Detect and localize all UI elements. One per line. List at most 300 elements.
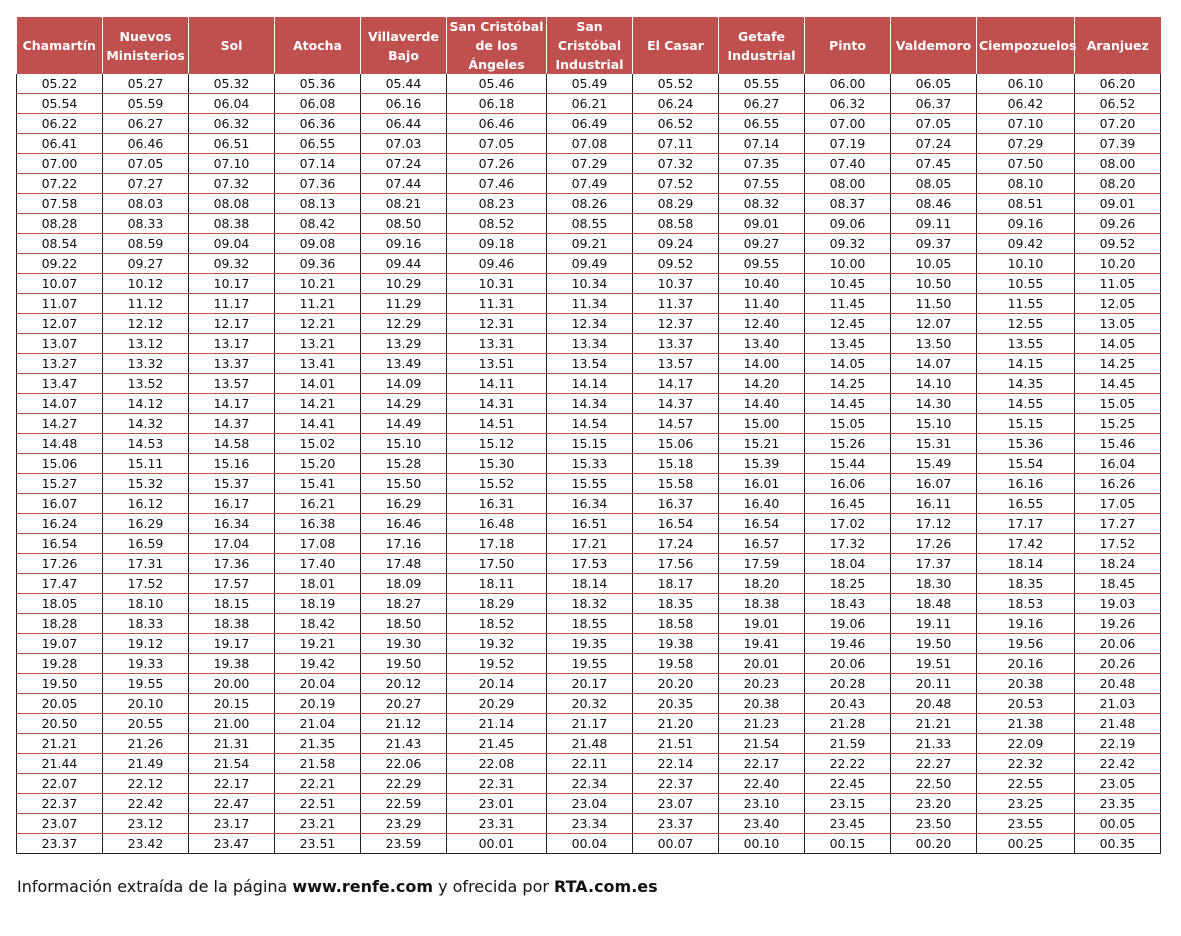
time-cell: 09.46 [447,254,547,274]
table-row [17,814,1161,834]
time-cell: 15.05 [1075,394,1161,414]
time-cell: 15.05 [805,414,891,434]
time-cell: 20.16 [977,654,1075,674]
time-cell: 07.35 [719,154,805,174]
time-cell: 08.42 [275,214,361,234]
time-cell: 10.21 [275,274,361,294]
time-cell: 06.46 [447,114,547,134]
time-cell: 18.53 [977,594,1075,614]
time-cell: 13.45 [805,334,891,354]
time-cell: 17.40 [275,554,361,574]
time-cell: 13.37 [189,354,275,374]
time-cell: 21.58 [275,754,361,774]
time-cell: 05.59 [103,94,189,114]
time-cell: 14.07 [17,394,103,414]
time-cell: 17.02 [805,514,891,534]
time-cell: 12.40 [719,314,805,334]
time-cell: 19.28 [17,654,103,674]
time-cell: 06.16 [361,94,447,114]
time-cell: 19.06 [805,614,891,634]
time-cell: 13.55 [977,334,1075,354]
time-cell: 08.52 [447,214,547,234]
time-cell: 10.17 [189,274,275,294]
time-cell: 09.24 [633,234,719,254]
time-cell: 23.15 [805,794,891,814]
time-cell: 13.57 [189,374,275,394]
time-cell: 06.04 [189,94,275,114]
time-cell: 20.26 [1075,654,1161,674]
time-cell: 14.14 [547,374,633,394]
time-cell: 13.51 [447,354,547,374]
time-cell: 21.38 [977,714,1075,734]
time-cell: 20.53 [977,694,1075,714]
time-cell: 19.42 [275,654,361,674]
time-cell: 06.00 [805,74,891,94]
time-cell: 22.47 [189,794,275,814]
time-cell: 07.08 [547,134,633,154]
time-cell: 22.29 [361,774,447,794]
time-cell: 18.04 [805,554,891,574]
time-cell: 06.10 [977,74,1075,94]
time-cell: 11.17 [189,294,275,314]
time-cell: 14.17 [189,394,275,414]
time-cell: 21.21 [17,734,103,754]
time-cell: 18.24 [1075,554,1161,574]
time-cell: 09.01 [1075,194,1161,214]
time-cell: 12.37 [633,314,719,334]
time-cell: 19.52 [447,654,547,674]
time-cell: 15.30 [447,454,547,474]
time-cell: 23.20 [891,794,977,814]
time-cell: 08.51 [977,194,1075,214]
time-cell: 13.07 [17,334,103,354]
time-cell: 07.10 [977,114,1075,134]
time-cell: 23.29 [361,814,447,834]
time-cell: 11.31 [447,294,547,314]
time-cell: 06.32 [805,94,891,114]
time-cell: 07.50 [977,154,1075,174]
time-cell: 14.05 [805,354,891,374]
time-cell: 09.08 [275,234,361,254]
time-cell: 16.31 [447,494,547,514]
time-cell: 14.29 [361,394,447,414]
time-cell: 18.27 [361,594,447,614]
time-cell: 19.55 [103,674,189,694]
time-cell: 19.01 [719,614,805,634]
time-cell: 19.50 [891,634,977,654]
table-row [17,234,1161,254]
time-cell: 07.39 [1075,134,1161,154]
time-cell: 15.31 [891,434,977,454]
time-cell: 09.16 [977,214,1075,234]
time-cell: 22.40 [719,774,805,794]
time-cell: 14.20 [719,374,805,394]
time-cell: 06.49 [547,114,633,134]
time-cell: 08.05 [891,174,977,194]
time-cell: 22.51 [275,794,361,814]
time-cell: 10.12 [103,274,189,294]
time-cell: 00.20 [891,834,977,854]
time-cell: 17.04 [189,534,275,554]
time-cell: 15.21 [719,434,805,454]
time-cell: 15.46 [1075,434,1161,454]
table-row [17,734,1161,754]
table-row [17,714,1161,734]
time-cell: 21.59 [805,734,891,754]
time-cell: 09.44 [361,254,447,274]
time-cell: 15.37 [189,474,275,494]
time-cell: 22.19 [1075,734,1161,754]
time-cell: 09.32 [805,234,891,254]
time-cell: 18.01 [275,574,361,594]
time-cell: 08.10 [977,174,1075,194]
time-cell: 05.49 [547,74,633,94]
time-cell: 21.54 [189,754,275,774]
time-cell: 10.34 [547,274,633,294]
table-row [17,194,1161,214]
time-cell: 07.05 [891,114,977,134]
time-cell: 11.45 [805,294,891,314]
table-row [17,94,1161,114]
time-cell: 20.12 [361,674,447,694]
time-cell: 21.21 [891,714,977,734]
time-cell: 20.00 [189,674,275,694]
time-cell: 13.40 [719,334,805,354]
time-cell: 18.38 [719,594,805,614]
time-cell: 17.56 [633,554,719,574]
time-cell: 06.46 [103,134,189,154]
time-cell: 14.27 [17,414,103,434]
time-cell: 05.52 [633,74,719,94]
time-cell: 16.55 [977,494,1075,514]
time-cell: 14.37 [189,414,275,434]
time-cell: 14.30 [891,394,977,414]
column-header: Getafe Industrial [719,17,805,74]
time-cell: 20.50 [17,714,103,734]
time-cell: 17.42 [977,534,1075,554]
time-cell: 05.54 [17,94,103,114]
time-cell: 20.01 [719,654,805,674]
time-cell: 21.12 [361,714,447,734]
time-cell: 11.29 [361,294,447,314]
time-cell: 14.37 [633,394,719,414]
table-body [17,74,1161,854]
time-cell: 14.45 [805,394,891,414]
time-cell: 18.30 [891,574,977,594]
time-cell: 07.40 [805,154,891,174]
time-cell: 17.52 [1075,534,1161,554]
time-cell: 06.27 [103,114,189,134]
time-cell: 07.00 [17,154,103,174]
time-cell: 22.22 [805,754,891,774]
footer-middle: y ofrecida por [433,877,555,896]
time-cell: 09.27 [103,254,189,274]
time-cell: 14.10 [891,374,977,394]
time-cell: 18.43 [805,594,891,614]
time-cell: 22.11 [547,754,633,774]
time-cell: 07.14 [719,134,805,154]
time-cell: 15.15 [547,434,633,454]
time-cell: 20.27 [361,694,447,714]
time-cell: 06.27 [719,94,805,114]
time-cell: 06.44 [361,114,447,134]
time-cell: 20.38 [719,694,805,714]
time-cell: 22.50 [891,774,977,794]
time-cell: 16.54 [719,514,805,534]
time-cell: 08.13 [275,194,361,214]
time-cell: 06.21 [547,94,633,114]
time-cell: 06.22 [17,114,103,134]
time-cell: 11.21 [275,294,361,314]
time-cell: 23.47 [189,834,275,854]
time-cell: 19.35 [547,634,633,654]
time-cell: 17.17 [977,514,1075,534]
time-cell: 17.32 [805,534,891,554]
time-cell: 20.04 [275,674,361,694]
time-cell: 17.31 [103,554,189,574]
time-cell: 12.55 [977,314,1075,334]
time-cell: 21.54 [719,734,805,754]
time-cell: 06.20 [1075,74,1161,94]
time-cell: 13.32 [103,354,189,374]
time-cell: 15.10 [891,414,977,434]
time-cell: 19.11 [891,614,977,634]
time-cell: 14.58 [189,434,275,454]
time-cell: 23.37 [633,814,719,834]
time-cell: 15.49 [891,454,977,474]
time-cell: 13.12 [103,334,189,354]
time-cell: 18.45 [1075,574,1161,594]
time-cell: 08.20 [1075,174,1161,194]
time-cell: 08.21 [361,194,447,214]
time-cell: 06.32 [189,114,275,134]
time-cell: 13.27 [17,354,103,374]
time-cell: 14.12 [103,394,189,414]
time-cell: 12.07 [17,314,103,334]
time-cell: 10.55 [977,274,1075,294]
column-header: Nuevos Ministerios [103,17,189,74]
time-cell: 21.43 [361,734,447,754]
time-cell: 10.29 [361,274,447,294]
time-cell: 09.55 [719,254,805,274]
column-header: Chamartín [17,17,103,74]
time-cell: 16.06 [805,474,891,494]
time-cell: 14.51 [447,414,547,434]
time-cell: 17.18 [447,534,547,554]
time-cell: 13.57 [633,354,719,374]
table-row [17,174,1161,194]
time-cell: 23.25 [977,794,1075,814]
column-header: Atocha [275,17,361,74]
time-cell: 07.36 [275,174,361,194]
time-cell: 08.00 [1075,154,1161,174]
time-cell: 08.59 [103,234,189,254]
time-cell: 15.54 [977,454,1075,474]
time-cell: 21.23 [719,714,805,734]
time-cell: 00.04 [547,834,633,854]
table-row [17,694,1161,714]
time-cell: 09.32 [189,254,275,274]
time-cell: 21.48 [547,734,633,754]
time-cell: 09.21 [547,234,633,254]
time-cell: 07.05 [447,134,547,154]
time-cell: 06.05 [891,74,977,94]
time-cell: 16.21 [275,494,361,514]
time-cell: 07.55 [719,174,805,194]
time-cell: 15.16 [189,454,275,474]
table-row [17,314,1161,334]
time-cell: 21.44 [17,754,103,774]
time-cell: 20.20 [633,674,719,694]
time-cell: 11.34 [547,294,633,314]
time-cell: 19.41 [719,634,805,654]
time-cell: 06.24 [633,94,719,114]
time-cell: 21.48 [1075,714,1161,734]
time-cell: 22.31 [447,774,547,794]
time-cell: 08.46 [891,194,977,214]
time-cell: 07.46 [447,174,547,194]
time-cell: 17.59 [719,554,805,574]
time-cell: 06.52 [633,114,719,134]
time-cell: 14.45 [1075,374,1161,394]
time-cell: 08.08 [189,194,275,214]
table-row [17,594,1161,614]
time-cell: 14.54 [547,414,633,434]
time-cell: 08.03 [103,194,189,214]
time-cell: 10.07 [17,274,103,294]
time-cell: 14.07 [891,354,977,374]
time-cell: 15.44 [805,454,891,474]
table-row [17,334,1161,354]
time-cell: 05.27 [103,74,189,94]
column-header: San Cristóbal de los Ángeles [447,17,547,74]
time-cell: 13.50 [891,334,977,354]
time-cell: 08.38 [189,214,275,234]
time-cell: 20.06 [1075,634,1161,654]
table-row [17,654,1161,674]
time-cell: 06.08 [275,94,361,114]
time-cell: 17.57 [189,574,275,594]
time-cell: 20.32 [547,694,633,714]
time-cell: 16.51 [547,514,633,534]
time-cell: 15.06 [17,454,103,474]
time-cell: 13.05 [1075,314,1161,334]
time-cell: 18.50 [361,614,447,634]
time-cell: 00.10 [719,834,805,854]
time-cell: 00.35 [1075,834,1161,854]
time-cell: 05.46 [447,74,547,94]
time-cell: 11.37 [633,294,719,314]
time-cell: 18.14 [547,574,633,594]
time-cell: 19.16 [977,614,1075,634]
time-cell: 07.58 [17,194,103,214]
time-cell: 23.12 [103,814,189,834]
time-cell: 17.05 [1075,494,1161,514]
time-cell: 07.29 [977,134,1075,154]
time-cell: 17.47 [17,574,103,594]
time-cell: 11.40 [719,294,805,314]
time-cell: 23.35 [1075,794,1161,814]
table-row [17,114,1161,134]
time-cell: 15.58 [633,474,719,494]
time-cell: 18.33 [103,614,189,634]
table-row [17,254,1161,274]
time-cell: 15.41 [275,474,361,494]
time-cell: 21.20 [633,714,719,734]
table-row [17,534,1161,554]
time-cell: 11.50 [891,294,977,314]
column-header: Valdemoro [891,17,977,74]
time-cell: 23.45 [805,814,891,834]
time-cell: 14.35 [977,374,1075,394]
time-cell: 16.45 [805,494,891,514]
time-cell: 15.20 [275,454,361,474]
time-cell: 09.52 [1075,234,1161,254]
time-cell: 12.31 [447,314,547,334]
time-cell: 07.20 [1075,114,1161,134]
time-cell: 18.38 [189,614,275,634]
time-cell: 17.53 [547,554,633,574]
time-cell: 16.34 [189,514,275,534]
time-cell: 21.35 [275,734,361,754]
time-cell: 07.03 [361,134,447,154]
time-cell: 23.51 [275,834,361,854]
time-cell: 19.38 [189,654,275,674]
time-cell: 22.59 [361,794,447,814]
time-cell: 18.52 [447,614,547,634]
time-cell: 16.40 [719,494,805,514]
time-cell: 09.49 [547,254,633,274]
time-cell: 07.19 [805,134,891,154]
time-cell: 18.55 [547,614,633,634]
time-cell: 15.27 [17,474,103,494]
time-cell: 21.14 [447,714,547,734]
time-cell: 07.52 [633,174,719,194]
time-cell: 10.45 [805,274,891,294]
table-row [17,74,1161,94]
time-cell: 22.17 [719,754,805,774]
time-cell: 08.00 [805,174,891,194]
footer-note [17,877,658,896]
time-cell: 19.07 [17,634,103,654]
time-cell: 13.21 [275,334,361,354]
time-cell: 18.17 [633,574,719,594]
time-cell: 22.14 [633,754,719,774]
time-cell: 07.29 [547,154,633,174]
time-cell: 23.01 [447,794,547,814]
time-cell: 10.10 [977,254,1075,274]
time-cell: 14.21 [275,394,361,414]
time-cell: 06.52 [1075,94,1161,114]
time-cell: 12.12 [103,314,189,334]
time-cell: 17.36 [189,554,275,574]
table-row [17,554,1161,574]
time-cell: 19.58 [633,654,719,674]
time-cell: 13.34 [547,334,633,354]
time-cell: 22.32 [977,754,1075,774]
time-cell: 18.20 [719,574,805,594]
time-cell: 16.26 [1075,474,1161,494]
time-cell: 23.07 [633,794,719,814]
time-cell: 09.37 [891,234,977,254]
time-cell: 11.12 [103,294,189,314]
time-cell: 23.07 [17,814,103,834]
table-row [17,674,1161,694]
time-cell: 06.18 [447,94,547,114]
time-cell: 18.58 [633,614,719,634]
time-cell: 08.50 [361,214,447,234]
time-cell: 23.05 [1075,774,1161,794]
